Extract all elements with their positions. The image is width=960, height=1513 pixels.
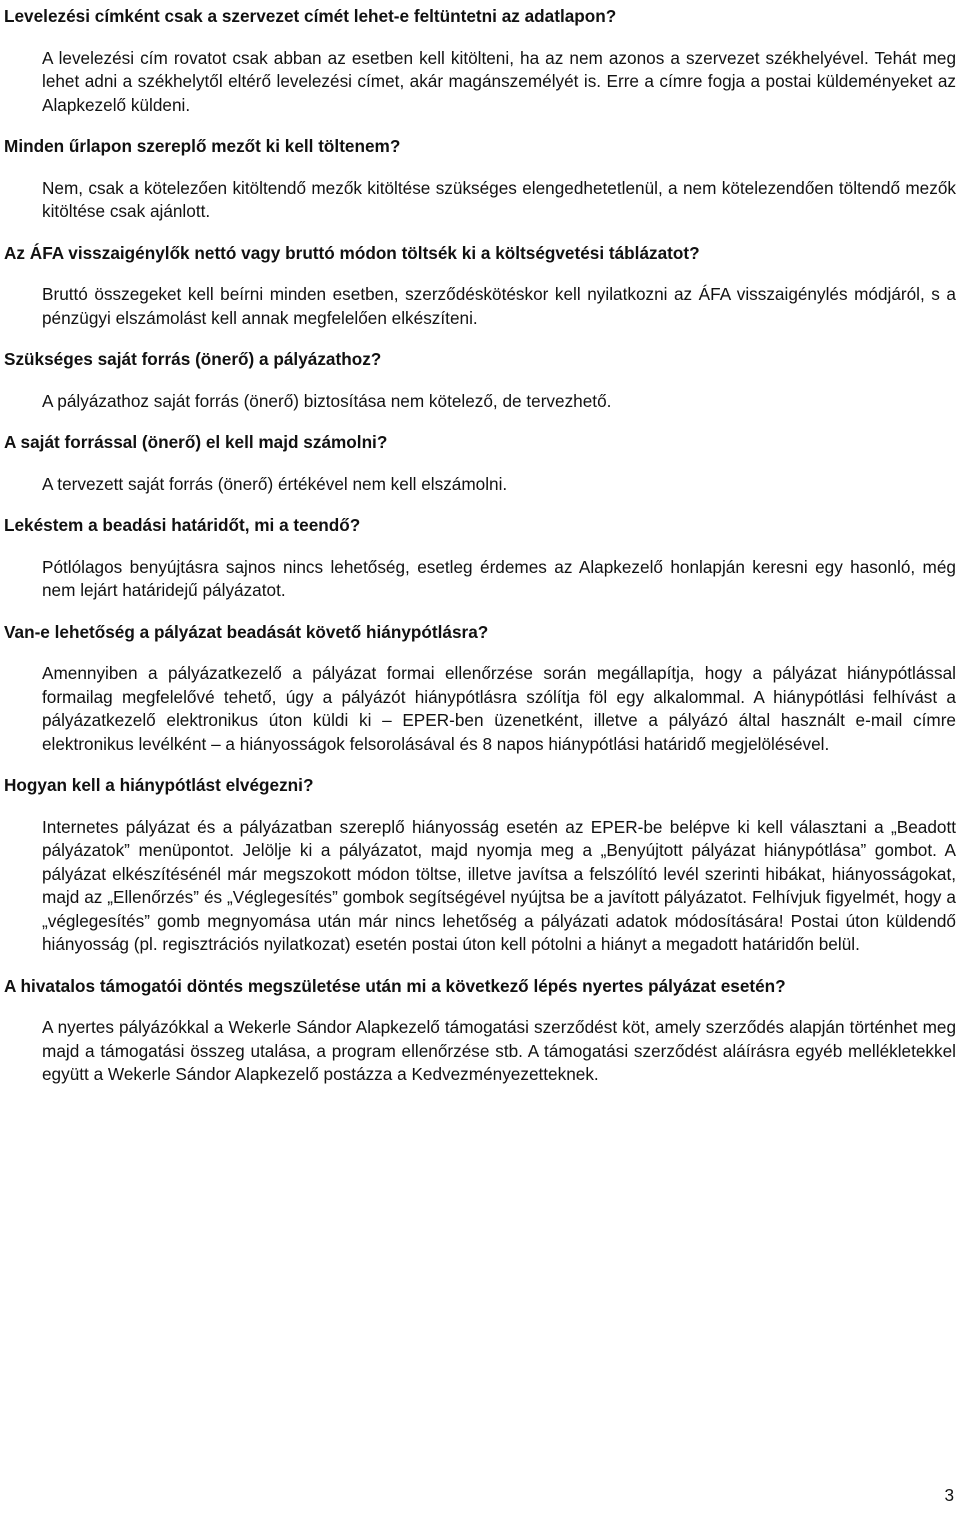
faq-answer: A pályázathoz saját forrás (önerő) biztosítása nem kötelező, de tervezhető. (42, 390, 612, 411)
faq-answer: Internetes pályázat és a pályázatban szereplő hiányosság esetén az EPER-be belépve ki kell választani a „Beadott pályázatok” menüpontot. Jelölje ki a pályázatot, majd nyomja meg a „Benyújtott pályázat hiánypótlása” gombot. A pályázat elkészítésénél már megszokott módon töltse, illetve javítsa a felszólító levél szerinti hibákat, hiányosságokat, majd az „Ellenőrzés” és „Véglegesítés” gombok segítségével nyújtsa be a javított pályázatot. Felhívjuk figyelmét, hogy a „véglegesítés” gomb megnyomása után már nincs lehetőség a pályázati adatok módosítására! Postai úton küldendő hiányosság (pl. regisztrációs nyilatkozat) esetén postai úton kell pótolni a hiányt a megadott határidőn belül. (42, 816, 956, 954)
faq-question: Hogyan kell a hiánypótlást elvégezni? (4, 775, 314, 795)
faq-answer: A nyertes pályázókkal a Wekerle Sándor Alapkezelő támogatási szerződést köt, amely szerződés alapján történhet meg majd a támogatási összeg utalása, a program ellenőrzése stb. A támogatási szerződést aláírásra egyéb mellékletekkel együtt a Wekerle Sándor Alapkezelő postázza a Kedvezményezetteknek. (42, 1017, 956, 1084)
page-number: 3 (944, 1485, 954, 1505)
faq-question: Minden űrlapon szereplő mezőt ki kell töltenem? (4, 136, 401, 156)
faq-answer: Amennyiben a pályázatkezelő a pályázat formai ellenőrzése során megállapítja, hogy a pályázat hiánypótlással formailag megfelelővé tehető, úgy a pályázót hiánypótlásra szólítja föl egy alkalommal. A hiánypótlási felhívást a pályázatkezelő elektronikus úton küldi ki – EPER-ben üzenetként, illetve a pályázó által használt e-mail címre elektronikus levélként – a hiányosságok felsorolásával és 8 napos hiánypótlási határidő megjelölésével. (42, 663, 956, 754)
faq-answer: A tervezett saját forrás (önerő) értékével nem kell elszámolni. (42, 473, 508, 494)
faq-question: Szükséges saját forrás (önerő) a pályázathoz? (4, 349, 382, 369)
faq-answer: Nem, csak a kötelezően kitöltendő mezők kitöltése szükséges elengedhetetlenül, a nem kötelezendően töltendő mezők kitöltése csak ajánlott. (42, 177, 956, 221)
faq-question: Lekéstem a beadási határidőt, mi a teendő? (4, 515, 361, 535)
faq-list (4, 0, 956, 1087)
faq-answer: Bruttó összegeket kell beírni minden esetben, szerződéskötéskor kell nyilatkozni az ÁFA visszaigénylés módjáról, s a pénzügyi elszámolást kell annak megfelelően elkészíteni. (42, 284, 956, 328)
faq-question: Az ÁFA visszaigénylők nettó vagy bruttó módon töltsék ki a költségvetési táblázatot? (4, 242, 700, 263)
faq-question: A saját forrással (önerő) el kell majd számolni? (4, 432, 388, 452)
faq-question: Levelezési címként csak a szervezet címét lehet-e feltüntetni az adatlapon? (4, 6, 617, 26)
faq-question: A hivatalos támogatói döntés megszületése után mi a következő lépés nyertes pályázat esetén? (4, 975, 786, 996)
faq-answer: Pótlólagos benyújtásra sajnos nincs lehetőség, esetleg érdemes az Alapkezelő honlapján keresni egy hasonló, még nem lejárt határidejű pályázatot. (42, 556, 956, 600)
faq-answer: A levelezési cím rovatot csak abban az esetben kell kitölteni, ha az nem azonos a szervezet székhelyével. Tehát meg lehet adni a székhelytől eltérő levelezési címet, akár magánszemélyét is. Erre a címre fogja a postai küldeményeket az Alapkezelő küldeni. (42, 47, 956, 115)
faq-question: Van-e lehetőség a pályázat beadását követő hiánypótlásra? (4, 621, 489, 642)
